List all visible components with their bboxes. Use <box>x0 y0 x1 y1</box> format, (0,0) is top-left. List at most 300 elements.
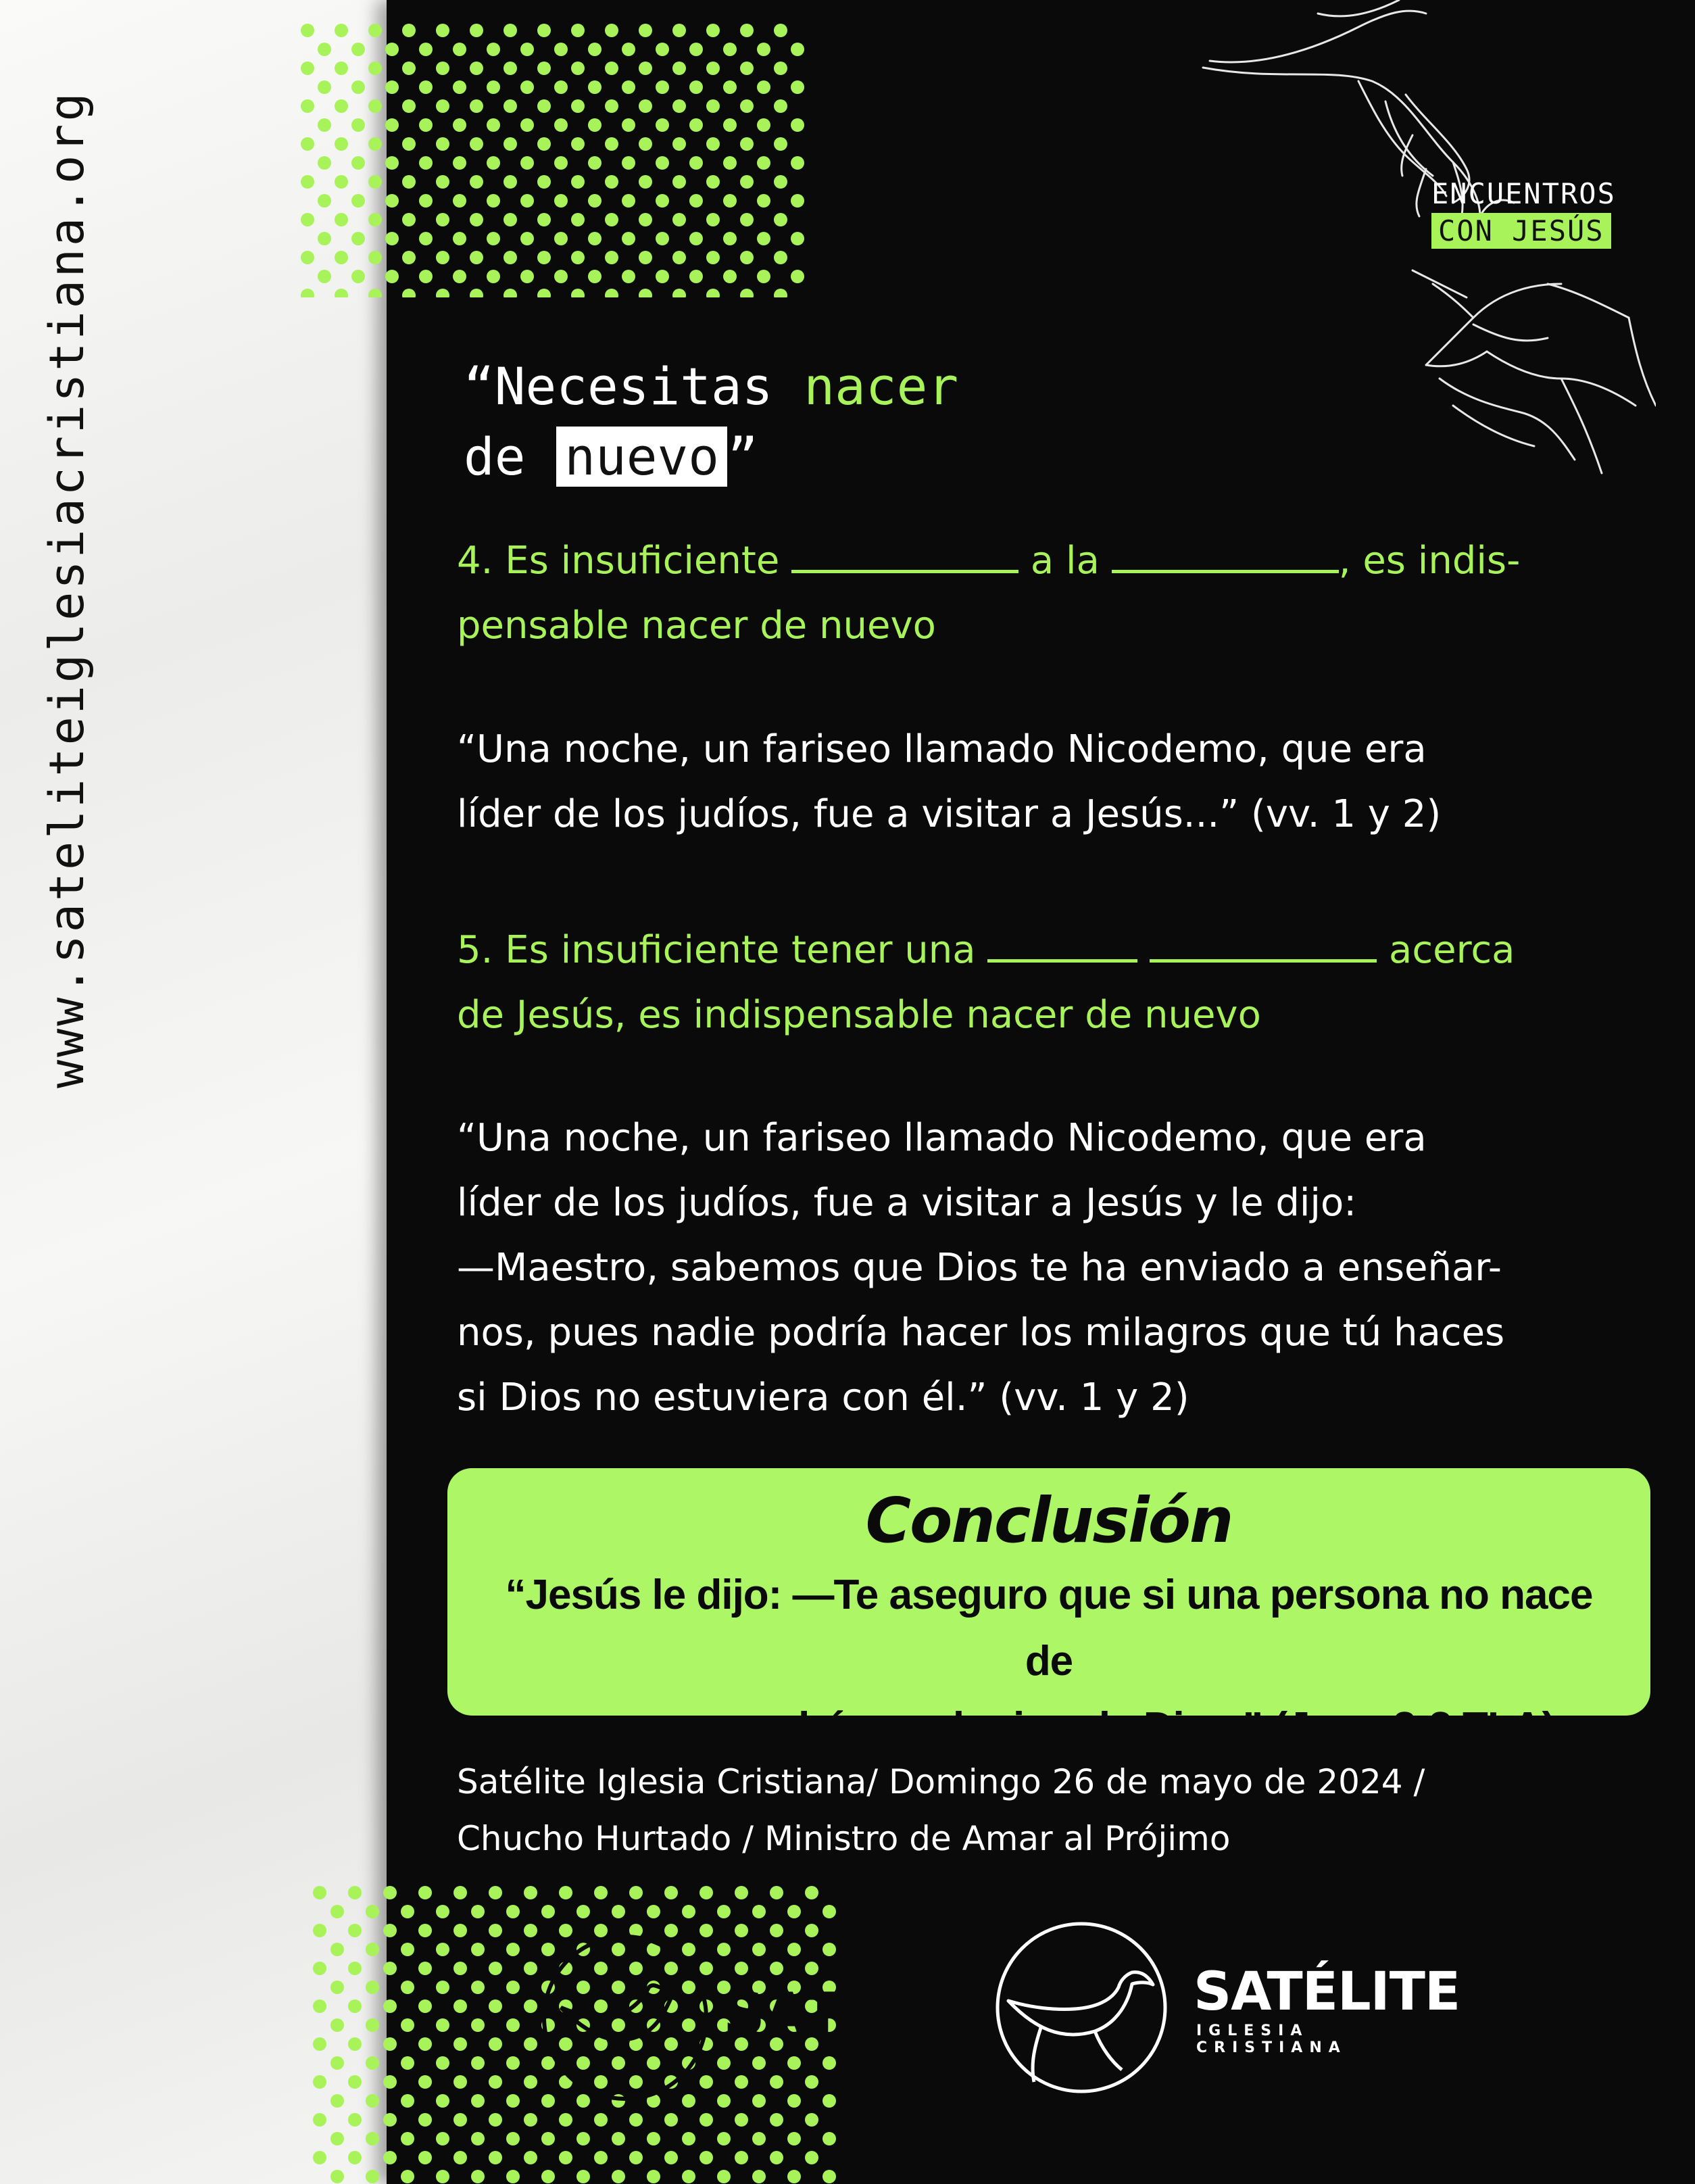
decor-dot <box>436 99 449 113</box>
decor-dot <box>639 213 652 226</box>
decor-dot <box>647 2170 660 2183</box>
decor-dot <box>318 43 331 56</box>
decor-dot <box>805 1924 818 1937</box>
decor-dot <box>335 62 348 75</box>
decor-dot <box>318 80 331 94</box>
decor-dot <box>689 232 703 245</box>
decor-dot <box>318 232 331 245</box>
decor-dot <box>757 80 770 94</box>
decor-dot <box>612 1905 625 1918</box>
decor-dot <box>537 24 551 37</box>
church-logo <box>993 1920 1460 2099</box>
decor-dot <box>699 2113 713 2127</box>
decor-dot <box>639 251 652 264</box>
decor-dot <box>689 118 703 132</box>
decor-dot <box>805 2113 818 2127</box>
decor-dot <box>656 80 669 94</box>
decor-dot <box>503 213 517 226</box>
decor-dot <box>301 251 314 264</box>
decor-dot <box>520 232 534 245</box>
decor-dot <box>520 118 534 132</box>
decor-dot <box>735 1962 748 1975</box>
decor-dot <box>787 2056 801 2070</box>
decor-dot <box>419 156 433 170</box>
title-highlight-boxed: nuevo <box>556 427 727 487</box>
decor-dot <box>330 1905 344 1918</box>
decor-dot <box>639 289 652 297</box>
title-text-2: de <box>464 427 557 487</box>
decor-dot <box>735 2075 748 2089</box>
decor-dot <box>471 2018 485 2032</box>
decor-dot <box>757 270 770 283</box>
decor-dot <box>672 251 686 264</box>
decor-dot <box>453 2037 467 2051</box>
decor-dot <box>588 194 601 208</box>
decor-dot <box>489 2075 502 2089</box>
decor-dot <box>383 2075 397 2089</box>
decor-dot <box>385 156 399 170</box>
decor-dot <box>723 43 737 56</box>
decor-dot <box>402 99 416 113</box>
decor-dot <box>770 1924 783 1937</box>
decor-dot <box>706 24 720 37</box>
decor-dot <box>471 2170 485 2183</box>
decor-dot <box>471 2056 485 2070</box>
sermon-credits <box>457 1753 1646 1867</box>
decor-dot <box>453 2075 467 2089</box>
decor-dot <box>436 251 449 264</box>
quote-2-line4: nos, pues nadie podría hacer los milagros que tú haces <box>457 1311 1505 1355</box>
decor-dot <box>774 62 787 75</box>
decor-dot <box>520 270 534 283</box>
decor-dot <box>401 2018 414 2032</box>
decor-dot <box>348 2151 362 2164</box>
series-brand-line1: ENCUENTROS <box>1431 177 1616 210</box>
decor-dot <box>301 99 314 113</box>
decor-dot <box>503 24 517 37</box>
hands-illustration <box>1183 0 1656 500</box>
decor-dot <box>470 62 483 75</box>
decor-dot <box>605 137 618 151</box>
decor-dot <box>537 213 551 226</box>
decor-dot <box>612 2170 625 2183</box>
decor-dot <box>787 2132 801 2145</box>
logo-subtitle: IGLESIA CRISTIANA <box>1196 2022 1347 2056</box>
decor-dot <box>672 175 686 189</box>
title-highlight-green: nacer <box>804 356 959 416</box>
decor-dot <box>629 1886 643 1899</box>
decor-dot <box>664 2151 678 2164</box>
decor-dot <box>401 1981 414 1994</box>
decor-dot <box>554 156 568 170</box>
decor-dot <box>351 156 365 170</box>
decor-dot <box>419 43 433 56</box>
decor-dot <box>537 175 551 189</box>
decor-dot <box>559 2151 572 2164</box>
decor-dot <box>774 175 787 189</box>
decor-dot <box>351 232 365 245</box>
decor-dot <box>368 99 382 113</box>
decor-dot <box>576 2132 590 2145</box>
decor-dot <box>348 1886 362 1899</box>
logo-name: SATÉLITE <box>1194 1962 1460 2022</box>
decor-dot <box>774 137 787 151</box>
fill-in-blank[interactable] <box>1150 912 1377 963</box>
decor-dot <box>537 251 551 264</box>
decor-dot <box>301 213 314 226</box>
decor-dot <box>506 2170 520 2183</box>
decor-dot <box>318 270 331 283</box>
decor-dot <box>639 24 652 37</box>
decor-dot <box>594 2113 608 2127</box>
decor-dot <box>717 2056 731 2070</box>
credits-line2: Chucho Hurtado / Ministro de Amar al Prójimo <box>457 1819 1231 1858</box>
decor-dot <box>366 2132 379 2145</box>
decor-dot <box>537 62 551 75</box>
decor-dot <box>453 43 466 56</box>
decor-dot <box>524 2075 537 2089</box>
decor-dot <box>453 1924 467 1937</box>
decor-dot <box>366 1943 379 1956</box>
decor-dot <box>639 175 652 189</box>
decor-dot <box>717 2170 731 2183</box>
decor-dot <box>402 137 416 151</box>
decor-dot <box>672 137 686 151</box>
decor-dot <box>770 2075 783 2089</box>
decor-dot <box>740 175 754 189</box>
decor-dot <box>453 270 466 283</box>
decor-dot <box>368 175 382 189</box>
decor-dot <box>791 232 804 245</box>
fill-in-blank[interactable] <box>987 912 1137 963</box>
decor-dot <box>740 99 754 113</box>
ghost-logo-name: SATÉLITE <box>723 1981 1012 2048</box>
decor-dot <box>401 1943 414 1956</box>
decor-dot <box>571 62 585 75</box>
decor-dot <box>537 289 551 297</box>
decor-dot <box>385 232 399 245</box>
decor-dot <box>313 2113 326 2127</box>
decor-dot <box>571 137 585 151</box>
point-5-text-b: acerca <box>1389 928 1515 972</box>
decor-dot <box>401 2132 414 2145</box>
decor-dot <box>436 175 449 189</box>
decor-dot <box>471 2094 485 2108</box>
decor-dot <box>313 1886 326 1899</box>
decor-dot <box>471 1905 485 1918</box>
decor-dot <box>436 62 449 75</box>
decor-dot <box>383 1924 397 1937</box>
decor-dot <box>418 1924 432 1937</box>
decor-dot <box>313 1999 326 2013</box>
decor-dot <box>330 2056 344 2070</box>
decor-dot <box>605 62 618 75</box>
decor-dot <box>503 251 517 264</box>
decor-dot <box>366 2018 379 2032</box>
decor-dot <box>822 1905 836 1918</box>
decor-dot <box>752 2094 766 2108</box>
decor-dot <box>594 2151 608 2164</box>
point-5-line2: de Jesús, es indispensable nacer de nuevo <box>457 993 1261 1037</box>
decor-dot <box>576 1905 590 1918</box>
quote-2-line2: líder de los judíos, fue a visitar a Jesús y le dijo: <box>457 1181 1357 1225</box>
decor-dot <box>436 2170 449 2183</box>
decor-dot <box>706 251 720 264</box>
decor-dot <box>301 137 314 151</box>
decor-dot <box>520 80 534 94</box>
decor-dot <box>554 118 568 132</box>
decor-dot <box>689 80 703 94</box>
decor-dot <box>752 2056 766 2070</box>
decor-dot <box>588 232 601 245</box>
title-text-1: “Necesitas <box>464 356 804 416</box>
decor-dot <box>335 213 348 226</box>
decor-dot <box>706 99 720 113</box>
point-4-text-b: a la <box>1030 539 1100 583</box>
decor-dot <box>571 24 585 37</box>
decor-dot <box>313 1962 326 1975</box>
fill-in-blank[interactable] <box>791 523 1018 573</box>
decor-dot <box>664 2113 678 2127</box>
decor-dot <box>524 1886 537 1899</box>
decor-dot <box>418 1999 432 2013</box>
decor-dot <box>770 1886 783 1899</box>
decor-dot <box>787 2170 801 2183</box>
decor-dot <box>520 194 534 208</box>
decor-dot <box>436 137 449 151</box>
decor-dot <box>470 99 483 113</box>
decor-dot <box>559 1886 572 1899</box>
decor-dot <box>524 2151 537 2164</box>
decor-dot <box>368 289 382 297</box>
decor-dot <box>419 232 433 245</box>
decor-dot <box>366 1905 379 1918</box>
decor-dot <box>418 1962 432 1975</box>
credits-line1: Satélite Iglesia Cristiana/ Domingo 26 de mayo de 2024 / <box>457 1762 1425 1801</box>
decor-dot <box>656 270 669 283</box>
decor-dot <box>436 24 449 37</box>
point-4 <box>457 523 1633 658</box>
decor-dot <box>470 24 483 37</box>
decor-dot <box>571 99 585 113</box>
decor-dot <box>605 213 618 226</box>
decor-dot <box>351 270 365 283</box>
decor-dot <box>740 251 754 264</box>
decor-dot <box>622 156 635 170</box>
decor-dot <box>436 2094 449 2108</box>
decor-dot <box>301 24 314 37</box>
decor-dot <box>489 1962 502 1975</box>
decor-dot <box>301 62 314 75</box>
decor-dot <box>418 2037 432 2051</box>
decor-dot <box>335 137 348 151</box>
decor-dot <box>313 2037 326 2051</box>
decor-dot <box>541 1905 555 1918</box>
decor-dot <box>453 80 466 94</box>
decor-dot <box>717 2094 731 2108</box>
decor-dot <box>385 118 399 132</box>
decor-dot <box>752 1905 766 1918</box>
decor-dot <box>506 2056 520 2070</box>
decor-dot <box>740 137 754 151</box>
dove-logo-icon <box>541 1933 710 2102</box>
decor-dot <box>770 2113 783 2127</box>
decor-dot <box>541 2170 555 2183</box>
decor-dot <box>487 80 500 94</box>
point-4-text-c: , es indis- <box>1338 539 1521 583</box>
decor-dot <box>559 2113 572 2127</box>
decor-dot <box>554 232 568 245</box>
decor-dot <box>576 2170 590 2183</box>
quote-1-line1: “Una noche, un fariseo llamado Nicodemo, que era <box>457 727 1427 771</box>
quote-2-line5: si Dios no estuviera con él.” (vv. 1 y 2) <box>457 1376 1189 1419</box>
decor-dot <box>383 1886 397 1899</box>
decor-dot <box>706 137 720 151</box>
dove-logo-icon <box>993 1920 1169 2095</box>
decor-dot <box>487 232 500 245</box>
decor-dot <box>588 43 601 56</box>
decor-dot <box>791 270 804 283</box>
ghost-logo <box>541 1933 1012 2106</box>
decor-dot <box>419 118 433 132</box>
decor-dot <box>554 270 568 283</box>
decor-dot <box>348 1924 362 1937</box>
decor-dot <box>752 1943 766 1956</box>
page-title <box>464 351 958 492</box>
decor-dot <box>706 213 720 226</box>
decor-dot <box>723 118 737 132</box>
decor-dot <box>717 2132 731 2145</box>
decor-dot <box>752 2170 766 2183</box>
decor-dot <box>524 1924 537 1937</box>
decor-dot <box>622 270 635 283</box>
decor-dot <box>588 80 601 94</box>
decor-dot <box>774 289 787 297</box>
decor-dot <box>402 62 416 75</box>
decor-dot <box>605 99 618 113</box>
decor-dot <box>622 194 635 208</box>
decor-dot <box>805 1886 818 1899</box>
conclusion-quote-line2: nuevo no podrá ver el reino de Dios.” (Juan 3:3 TLA) <box>542 1704 1556 1751</box>
decor-dot <box>605 175 618 189</box>
decor-dot <box>594 1886 608 1899</box>
decor-dot <box>639 99 652 113</box>
decor-dot <box>787 1943 801 1956</box>
decor-dot <box>318 194 331 208</box>
decor-dot <box>571 289 585 297</box>
quote-2-line1: “Una noche, un fariseo llamado Nicodemo, que era <box>457 1116 1427 1160</box>
decor-dot <box>419 80 433 94</box>
decor-dot <box>723 156 737 170</box>
decor-dot <box>489 1999 502 2013</box>
decor-dot <box>723 270 737 283</box>
decor-dot <box>330 2094 344 2108</box>
series-brand-line2: CON JESÚS <box>1431 213 1611 249</box>
decor-dot <box>524 2037 537 2051</box>
decor-dot <box>791 118 804 132</box>
decor-dot <box>717 1905 731 1918</box>
decor-dot <box>487 270 500 283</box>
decor-dot <box>689 270 703 283</box>
fill-in-blank[interactable] <box>1112 523 1339 573</box>
decor-dot <box>524 1962 537 1975</box>
ghost-logo-sub: ISTIANA <box>858 2054 964 2070</box>
decor-dot <box>330 1981 344 1994</box>
decor-dot <box>770 1962 783 1975</box>
decor-dot <box>335 175 348 189</box>
decor-dot <box>554 194 568 208</box>
decor-dot <box>401 2094 414 2108</box>
conclusion-box <box>447 1468 1650 1751</box>
decor-dot <box>537 137 551 151</box>
decor-dot <box>418 2151 432 2164</box>
decor-dot <box>706 62 720 75</box>
decor-dot <box>805 2075 818 2089</box>
decor-dot <box>418 2075 432 2089</box>
decor-dot <box>503 62 517 75</box>
top-dot-pattern <box>297 14 838 297</box>
decor-dot <box>822 1943 836 1956</box>
decor-dot <box>470 137 483 151</box>
point-4-line2: pensable nacer de nuevo <box>457 604 936 648</box>
decor-dot <box>682 1905 695 1918</box>
decor-dot <box>554 80 568 94</box>
quote-1 <box>457 717 1633 847</box>
decor-dot <box>330 2132 344 2145</box>
decor-dot <box>774 213 787 226</box>
decor-dot <box>383 1999 397 2013</box>
decor-dot <box>419 194 433 208</box>
decor-dot <box>471 1981 485 1994</box>
decor-dot <box>489 2113 502 2127</box>
decor-dot <box>699 1886 713 1899</box>
decor-dot <box>506 2094 520 2108</box>
decor-dot <box>402 175 416 189</box>
point-5 <box>457 912 1633 1048</box>
decor-dot <box>351 80 365 94</box>
decor-dot <box>752 2132 766 2145</box>
decor-dot <box>348 2075 362 2089</box>
decor-dot <box>639 137 652 151</box>
decor-dot <box>506 2018 520 2032</box>
decor-dot <box>740 24 754 37</box>
decor-dot <box>622 43 635 56</box>
decor-dot <box>335 289 348 297</box>
decor-dot <box>453 1886 467 1899</box>
decor-dot <box>401 1905 414 1918</box>
decor-dot <box>791 156 804 170</box>
decor-dot <box>787 1905 801 1918</box>
decor-dot <box>368 137 382 151</box>
decor-dot <box>664 1886 678 1899</box>
decor-dot <box>689 43 703 56</box>
decor-dot <box>313 2151 326 2164</box>
decor-dot <box>757 156 770 170</box>
decor-dot <box>385 270 399 283</box>
decor-dot <box>524 1999 537 2013</box>
decor-dot <box>629 2151 643 2164</box>
conclusion-quote-line1: “Jesús le dijo: —Te aseguro que si una persona no nace de <box>505 1572 1593 1684</box>
decor-dot <box>436 1981 449 1994</box>
decor-dot <box>706 289 720 297</box>
decor-dot <box>351 43 365 56</box>
series-brand <box>1431 177 1616 249</box>
decor-dot <box>330 1943 344 1956</box>
decor-dot <box>489 2151 502 2164</box>
decor-dot <box>366 1981 379 1994</box>
decor-dot <box>366 2056 379 2070</box>
decor-dot <box>487 194 500 208</box>
